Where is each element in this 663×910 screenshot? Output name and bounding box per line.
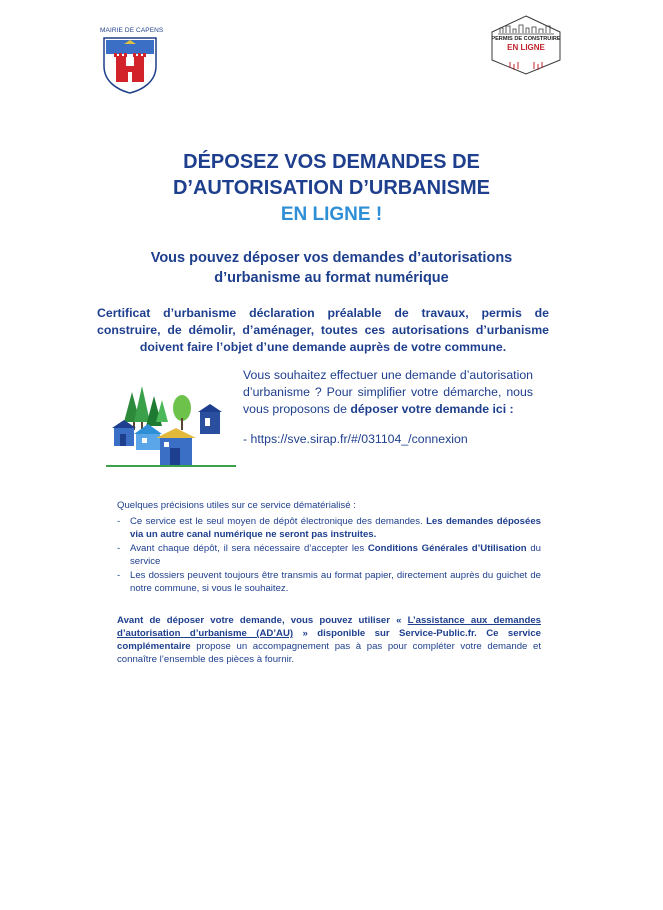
avant-bold1: Avant de déposer votre demande, vous pouvez utiliser « [117,615,408,626]
precisions-list [117,515,541,596]
sve-url-link[interactable]: - https://sve.sirap.fr/#/031104_/connexion [243,432,468,446]
permis-logo-line2: EN LIGNE [507,43,545,52]
main-title-line2: D’AUTORISATION D’URBANISME [172,177,491,199]
item2-bold: Conditions Générales d’Utilisation [367,543,527,554]
precisions-intro: Quelques précisions utiles sur ce service dématérialisé : [117,500,356,511]
village-illustration [106,378,236,470]
mairie-label: MAIRIE DE CAPENS [100,27,164,34]
vous-bold: déposer votre demande ici : [350,402,514,416]
item3-text: Les dossiers peuvent toujours être transmis au format papier, directement auprès du guichet de notre commune, si vous le souhaitez. [130,570,541,594]
item1-text: Ce service est le seul moyen de dépôt électronique des demandes. [130,516,427,527]
avant-bold2: » disponible sur Service-Public.fr. Ce service complémentaire [117,628,541,652]
list-item [117,515,541,541]
avant-rest: propose un accompagnement pas à pas pour compléter votre demande et connaître l’ensemble des pièces à fournir. [117,641,541,665]
item2-text: Avant chaque dépôt, il sera nécessaire d’accepter les [130,543,368,554]
vous-souhaitez-paragraph [243,367,533,418]
main-title-line1: DÉPOSEZ VOS DEMANDES DE [183,151,480,173]
permis-logo-line1: PERMIS DE CONSTRUIRE [491,36,561,42]
item2-tail: du service [130,543,542,567]
list-dash: - [117,543,121,554]
main-title-line3: EN LIGNE ! [280,204,383,225]
list-item [117,542,541,568]
item1-bold: Les demandes déposées via un autre canal numérique ne seront pas instruites. [130,516,542,540]
list-dash: - [117,570,121,581]
subtitle-line1: Vous pouvez déposer vos demandes d’autorisations [150,250,513,266]
avant-paragraph [117,614,541,666]
list-dash: - [117,516,121,527]
adau-link[interactable]: L’assistance aux demandes d’autorisation d’urbanisme (AD’AU) [117,615,541,639]
mairie-crest-logo [102,36,158,94]
list-item [117,569,541,595]
certificat-paragraph: Certificat d’urbanisme déclaration préalable de travaux, permis de construire, de démolir, d’aménager, toutes ces autorisations d’urbanisme doivent faire l’objet d’une demande auprès de votre commune. [97,306,549,354]
vous-text: Vous souhaitez effectuer une demande d’autorisation d’urbanisme ? Pour simplifier votre démarche, nous vous proposons de [243,368,533,416]
subtitle [120,248,543,288]
subtitle-line2: d’urbanisme au format numérique [214,270,449,286]
